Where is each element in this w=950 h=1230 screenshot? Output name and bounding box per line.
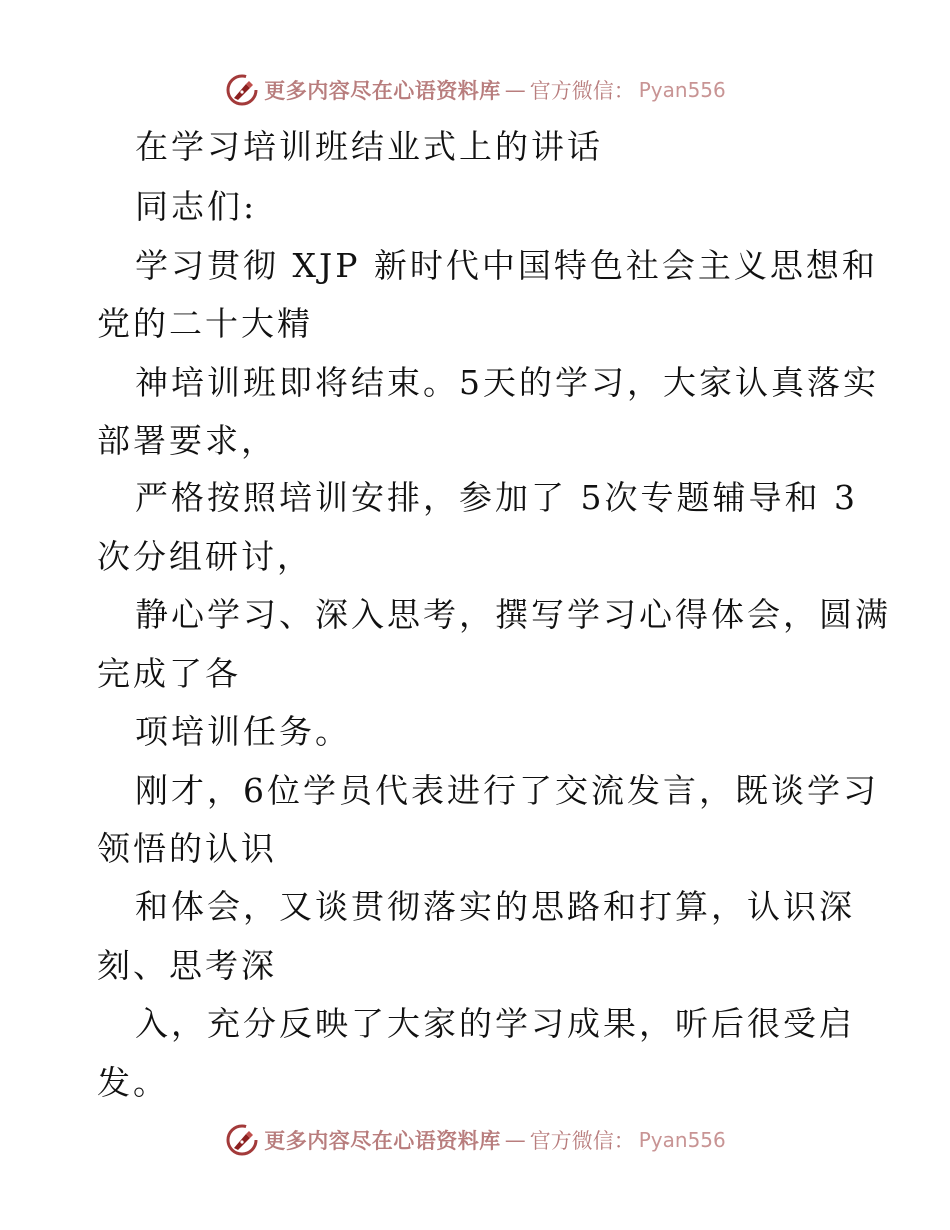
banner-separator: — xyxy=(504,1128,526,1152)
header-banner xyxy=(0,68,950,112)
banner-wechat-label: 官方微信： xyxy=(529,1129,635,1153)
text-line: 刻、思考深 xyxy=(97,946,277,985)
text-line: 神培训班即将结束。5天的学习，大家认真落实 xyxy=(135,363,879,402)
text-line: 严格按照培训安排，参加了 5次专题辅导和 3 xyxy=(135,478,858,517)
salutation: 同志们: xyxy=(135,187,258,226)
banner-text: 更多内容尽在心语资料库 xyxy=(264,78,501,103)
pen-nib-swirl-logo-icon xyxy=(224,1122,260,1158)
text-line: 学习贯彻 XJP 新时代中国特色社会主义思想和 xyxy=(135,246,878,285)
banner-content xyxy=(224,72,726,108)
text-line: 项培训任务。 xyxy=(135,712,351,751)
text-line: 部署要求， xyxy=(97,421,277,460)
banner-separator: — xyxy=(504,78,526,102)
text-line: 领悟的认识 xyxy=(97,829,277,868)
text-line: 静心学习、深入思考，撰写学习心得体会，圆满 xyxy=(135,595,891,634)
text-line: 党的二十大精 xyxy=(97,304,313,343)
text-line: 和体会，又谈贯彻落实的思路和打算，认识深 xyxy=(135,887,855,926)
banner-wechat-id: Pyan556 xyxy=(638,1128,726,1152)
text-line: 发。 xyxy=(97,1063,169,1102)
text-line: 次分组研讨， xyxy=(97,537,313,576)
banner-content xyxy=(224,1122,726,1158)
banner-text: 更多内容尽在心语资料库 xyxy=(264,1128,501,1153)
banner-wechat-label: 官方微信： xyxy=(529,79,635,103)
document-title: 在学习培训班结业式上的讲话 xyxy=(135,127,603,166)
footer-banner xyxy=(0,1118,950,1162)
pen-nib-swirl-logo-icon xyxy=(224,72,260,108)
text-line: 入，充分反映了大家的学习成果，听后很受启 xyxy=(135,1004,855,1043)
text-line: 完成了各 xyxy=(97,654,241,693)
text-line: 刚才，6位学员代表进行了交流发言，既谈学习 xyxy=(135,771,879,810)
banner-wechat-id: Pyan556 xyxy=(638,78,726,102)
